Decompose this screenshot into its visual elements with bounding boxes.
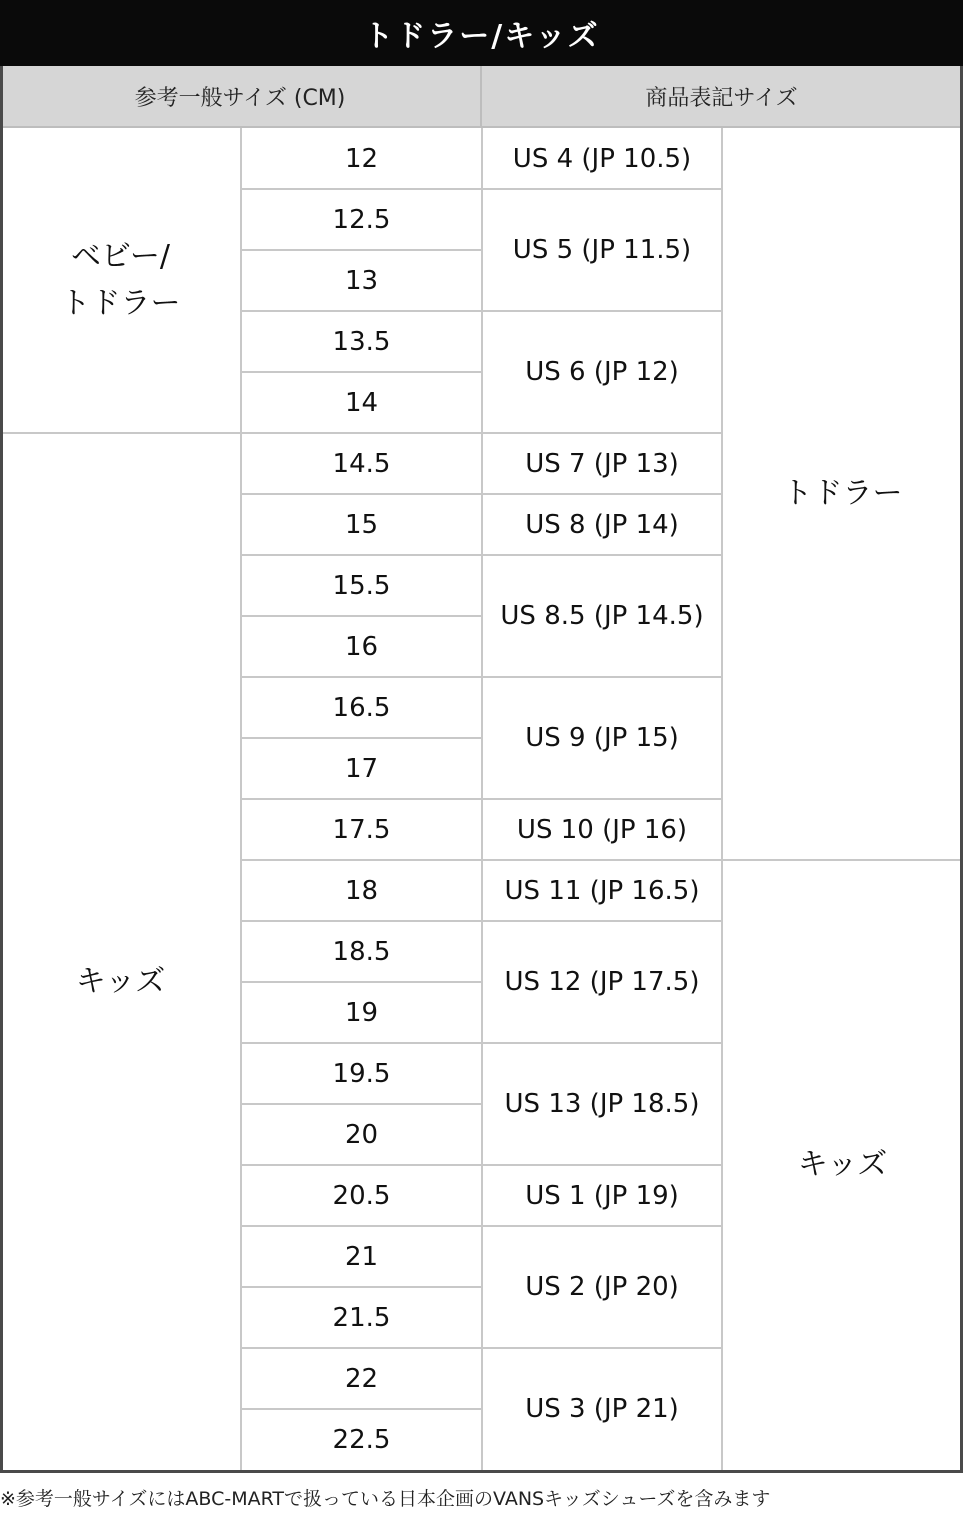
cm-row-divider: [241, 1164, 482, 1166]
cm-size-cell: 14: [344, 387, 379, 418]
column-divider: [240, 128, 242, 1470]
age-group-cell: キッズ: [75, 963, 166, 999]
us-size-cell: US 4 (JP 10.5): [512, 143, 692, 174]
cm-size-cell: 22: [344, 1363, 379, 1394]
cm-size-cell: 19: [344, 997, 379, 1028]
us-size-cell: US 10 (JP 16): [516, 814, 688, 845]
cm-row-divider: [241, 1042, 482, 1044]
cm-row-divider: [241, 1286, 482, 1288]
cm-row-divider: [241, 737, 482, 739]
cm-row-divider: [241, 554, 482, 556]
cm-row-divider: [241, 615, 482, 617]
age-group-cell: ベビー/ トドラー: [60, 239, 181, 321]
cm-row-divider: [241, 310, 482, 312]
cm-size-cell: 17: [344, 753, 379, 784]
cm-size-cell: 20: [344, 1119, 379, 1150]
us-size-cell: US 1 (JP 19): [525, 1180, 679, 1211]
us-size-cell: US 8.5 (JP 14.5): [500, 601, 704, 631]
cm-row-divider: [241, 859, 482, 861]
product-group-cell: キッズ: [797, 1146, 888, 1182]
header-reference-size: 参考一般サイズ (CM): [0, 66, 482, 128]
us-size-cell: US 6 (JP 12): [525, 357, 679, 387]
cm-size-cell: 15: [344, 509, 379, 540]
cm-size-cell: 12: [344, 143, 379, 174]
cm-size-cell: 12.5: [332, 204, 391, 235]
column-divider: [721, 128, 723, 1470]
table-frame-left: [0, 66, 3, 1472]
cm-row-divider: [241, 981, 482, 983]
cm-row-divider: [241, 1225, 482, 1227]
cm-size-cell: 15.5: [332, 570, 391, 601]
cm-size-cell: 14.5: [332, 448, 391, 479]
cm-size-cell: 18: [344, 875, 379, 906]
cm-size-cell: 16: [344, 631, 379, 662]
product-group-cell: トドラー: [782, 475, 903, 511]
us-size-cell: US 13 (JP 18.5): [504, 1089, 700, 1119]
header-product-size: 商品表記サイズ: [482, 66, 963, 128]
cm-row-divider: [241, 1408, 482, 1410]
cm-row-divider: [241, 249, 482, 251]
cm-size-cell: 19.5: [332, 1058, 391, 1089]
cm-row-divider: [241, 432, 482, 434]
us-size-cell: US 9 (JP 15): [525, 723, 679, 753]
cm-size-cell: 18.5: [332, 936, 391, 967]
cm-row-divider: [241, 920, 482, 922]
cm-row-divider: [241, 371, 482, 373]
cm-row-divider: [241, 1103, 482, 1105]
us-size-cell: US 11 (JP 16.5): [504, 875, 700, 906]
column-divider: [481, 128, 483, 1470]
us-size-cell: US 8 (JP 14): [525, 509, 679, 540]
cm-size-cell: 13: [344, 265, 379, 296]
us-size-cell: US 3 (JP 21): [525, 1394, 679, 1424]
table-frame-bottom: [0, 1470, 963, 1473]
cm-size-cell: 22.5: [332, 1424, 391, 1455]
cm-row-divider: [241, 188, 482, 190]
cm-size-cell: 21: [344, 1241, 379, 1272]
cm-row-divider: [241, 493, 482, 495]
chart-title: トドラー/キッズ: [0, 0, 963, 66]
cm-size-cell: 21.5: [332, 1302, 391, 1333]
us-size-cell: US 5 (JP 11.5): [512, 235, 692, 265]
cm-size-cell: 13.5: [332, 326, 391, 357]
cm-size-cell: 16.5: [332, 692, 391, 723]
cm-row-divider: [241, 798, 482, 800]
footnote: ※参考一般サイズにはABC-MARTで扱っている日本企画のVANSキッズシューズを含みます: [0, 1488, 771, 1510]
cm-row-divider: [241, 676, 482, 678]
us-size-cell: US 2 (JP 20): [525, 1272, 679, 1302]
us-size-cell: US 12 (JP 17.5): [504, 967, 700, 997]
cm-size-cell: 17.5: [332, 814, 391, 845]
us-size-cell: US 7 (JP 13): [525, 448, 679, 479]
cm-size-cell: 20.5: [332, 1180, 391, 1211]
cm-row-divider: [241, 1347, 482, 1349]
